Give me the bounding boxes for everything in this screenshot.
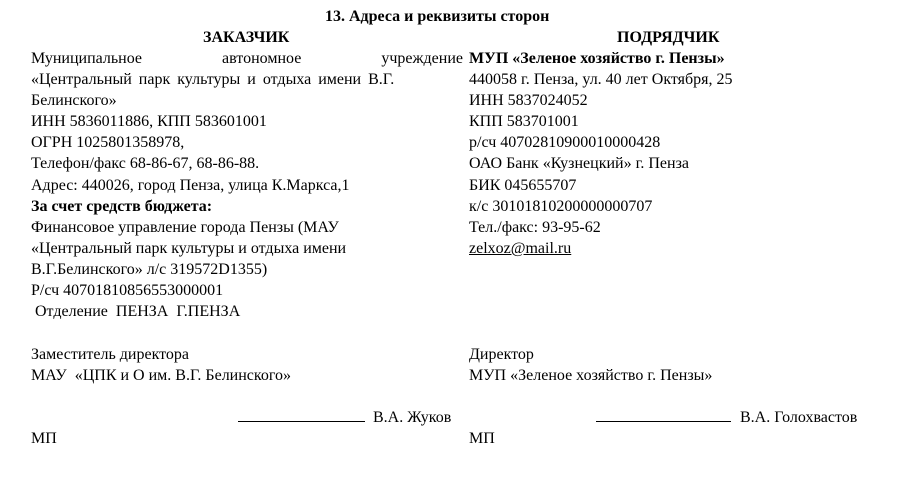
customer-address: Адрес: 440026, город Пенза, улица К.Маркса,1 [31, 177, 350, 194]
customer-ogrn: ОГРН 1025801358978, [31, 134, 185, 151]
customer-budget-line3: В.Г.Белинского» л/с 319572D1355) [31, 261, 268, 278]
customer-budget-line1: Финансовое управление города Пензы (МАУ [31, 219, 339, 236]
contractor-phone: Тел./факс: 93-95-62 [469, 219, 601, 236]
contractor-signer-position: Директор [469, 346, 534, 363]
contractor-bank: ОАО Банк «Кузнецкий» г. Пенза [469, 155, 690, 172]
customer-signer-org: МАУ «ЦПК и О им. В.Г. Белинского» [31, 367, 292, 384]
contractor-title: ПОДРЯДЧИК [617, 29, 720, 46]
customer-signature-line [238, 407, 365, 422]
contractor-bik: БИК 045655707 [469, 177, 577, 194]
contractor-inn: ИНН 5837024052 [469, 92, 588, 109]
contractor-signer-org: МУП «Зеленое хозяйство г. Пензы» [469, 367, 713, 384]
contractor-account: р/сч 40702810900010000428 [469, 134, 661, 151]
customer-budget-heading: За счет средств бюджета: [31, 198, 213, 215]
contractor-kpp: КПП 583701001 [469, 113, 579, 130]
contractor-corr-account: к/с 30101810200000000707 [469, 198, 653, 215]
customer-title: ЗАКАЗЧИК [203, 29, 290, 46]
customer-signature-block [238, 407, 451, 427]
contractor-name: МУП «Зеленое хозяйство г. Пензы» [469, 50, 725, 67]
section-heading: 13. Адреса и реквизиты сторон [325, 8, 550, 25]
customer-name-line2: «Центральный парк культуры и отдыха имени В.Г. [31, 71, 395, 88]
customer-name-line3: Белинского» [31, 92, 117, 109]
contractor-address: 440058 г. Пенза, ул. 40 лет Октября, 25 [469, 71, 733, 88]
customer-signer-position: Заместитель директора [31, 346, 190, 363]
customer-name-line1 [31, 49, 463, 68]
customer-branch: Отделение ПЕНЗА Г.ПЕНЗА [31, 303, 241, 320]
contractor-stamp: МП [469, 430, 495, 447]
customer-signer-name: В.А. Жуков [373, 409, 452, 426]
customer-account: Р/сч 40701810856553000001 [31, 282, 224, 299]
customer-name-word: автономное [222, 50, 302, 67]
contractor-signature-block [596, 407, 857, 427]
customer-phone: Телефон/факс 68-86-67, 68-86-88. [31, 155, 260, 172]
customer-name-word: учреждение [381, 50, 463, 67]
customer-stamp: МП [31, 430, 57, 447]
contractor-email-link[interactable]: zelxoz@mail.ru [469, 240, 572, 257]
customer-inn-kpp: ИНН 5836011886, КПП 583601001 [31, 113, 267, 130]
customer-budget-line2: «Центральный парк культуры и отдыха имени [31, 240, 347, 257]
contractor-signature-line [596, 407, 731, 422]
customer-name-word: Муниципальное [31, 50, 143, 67]
contractor-signer-name: В.А. Голохвастов [740, 409, 858, 426]
